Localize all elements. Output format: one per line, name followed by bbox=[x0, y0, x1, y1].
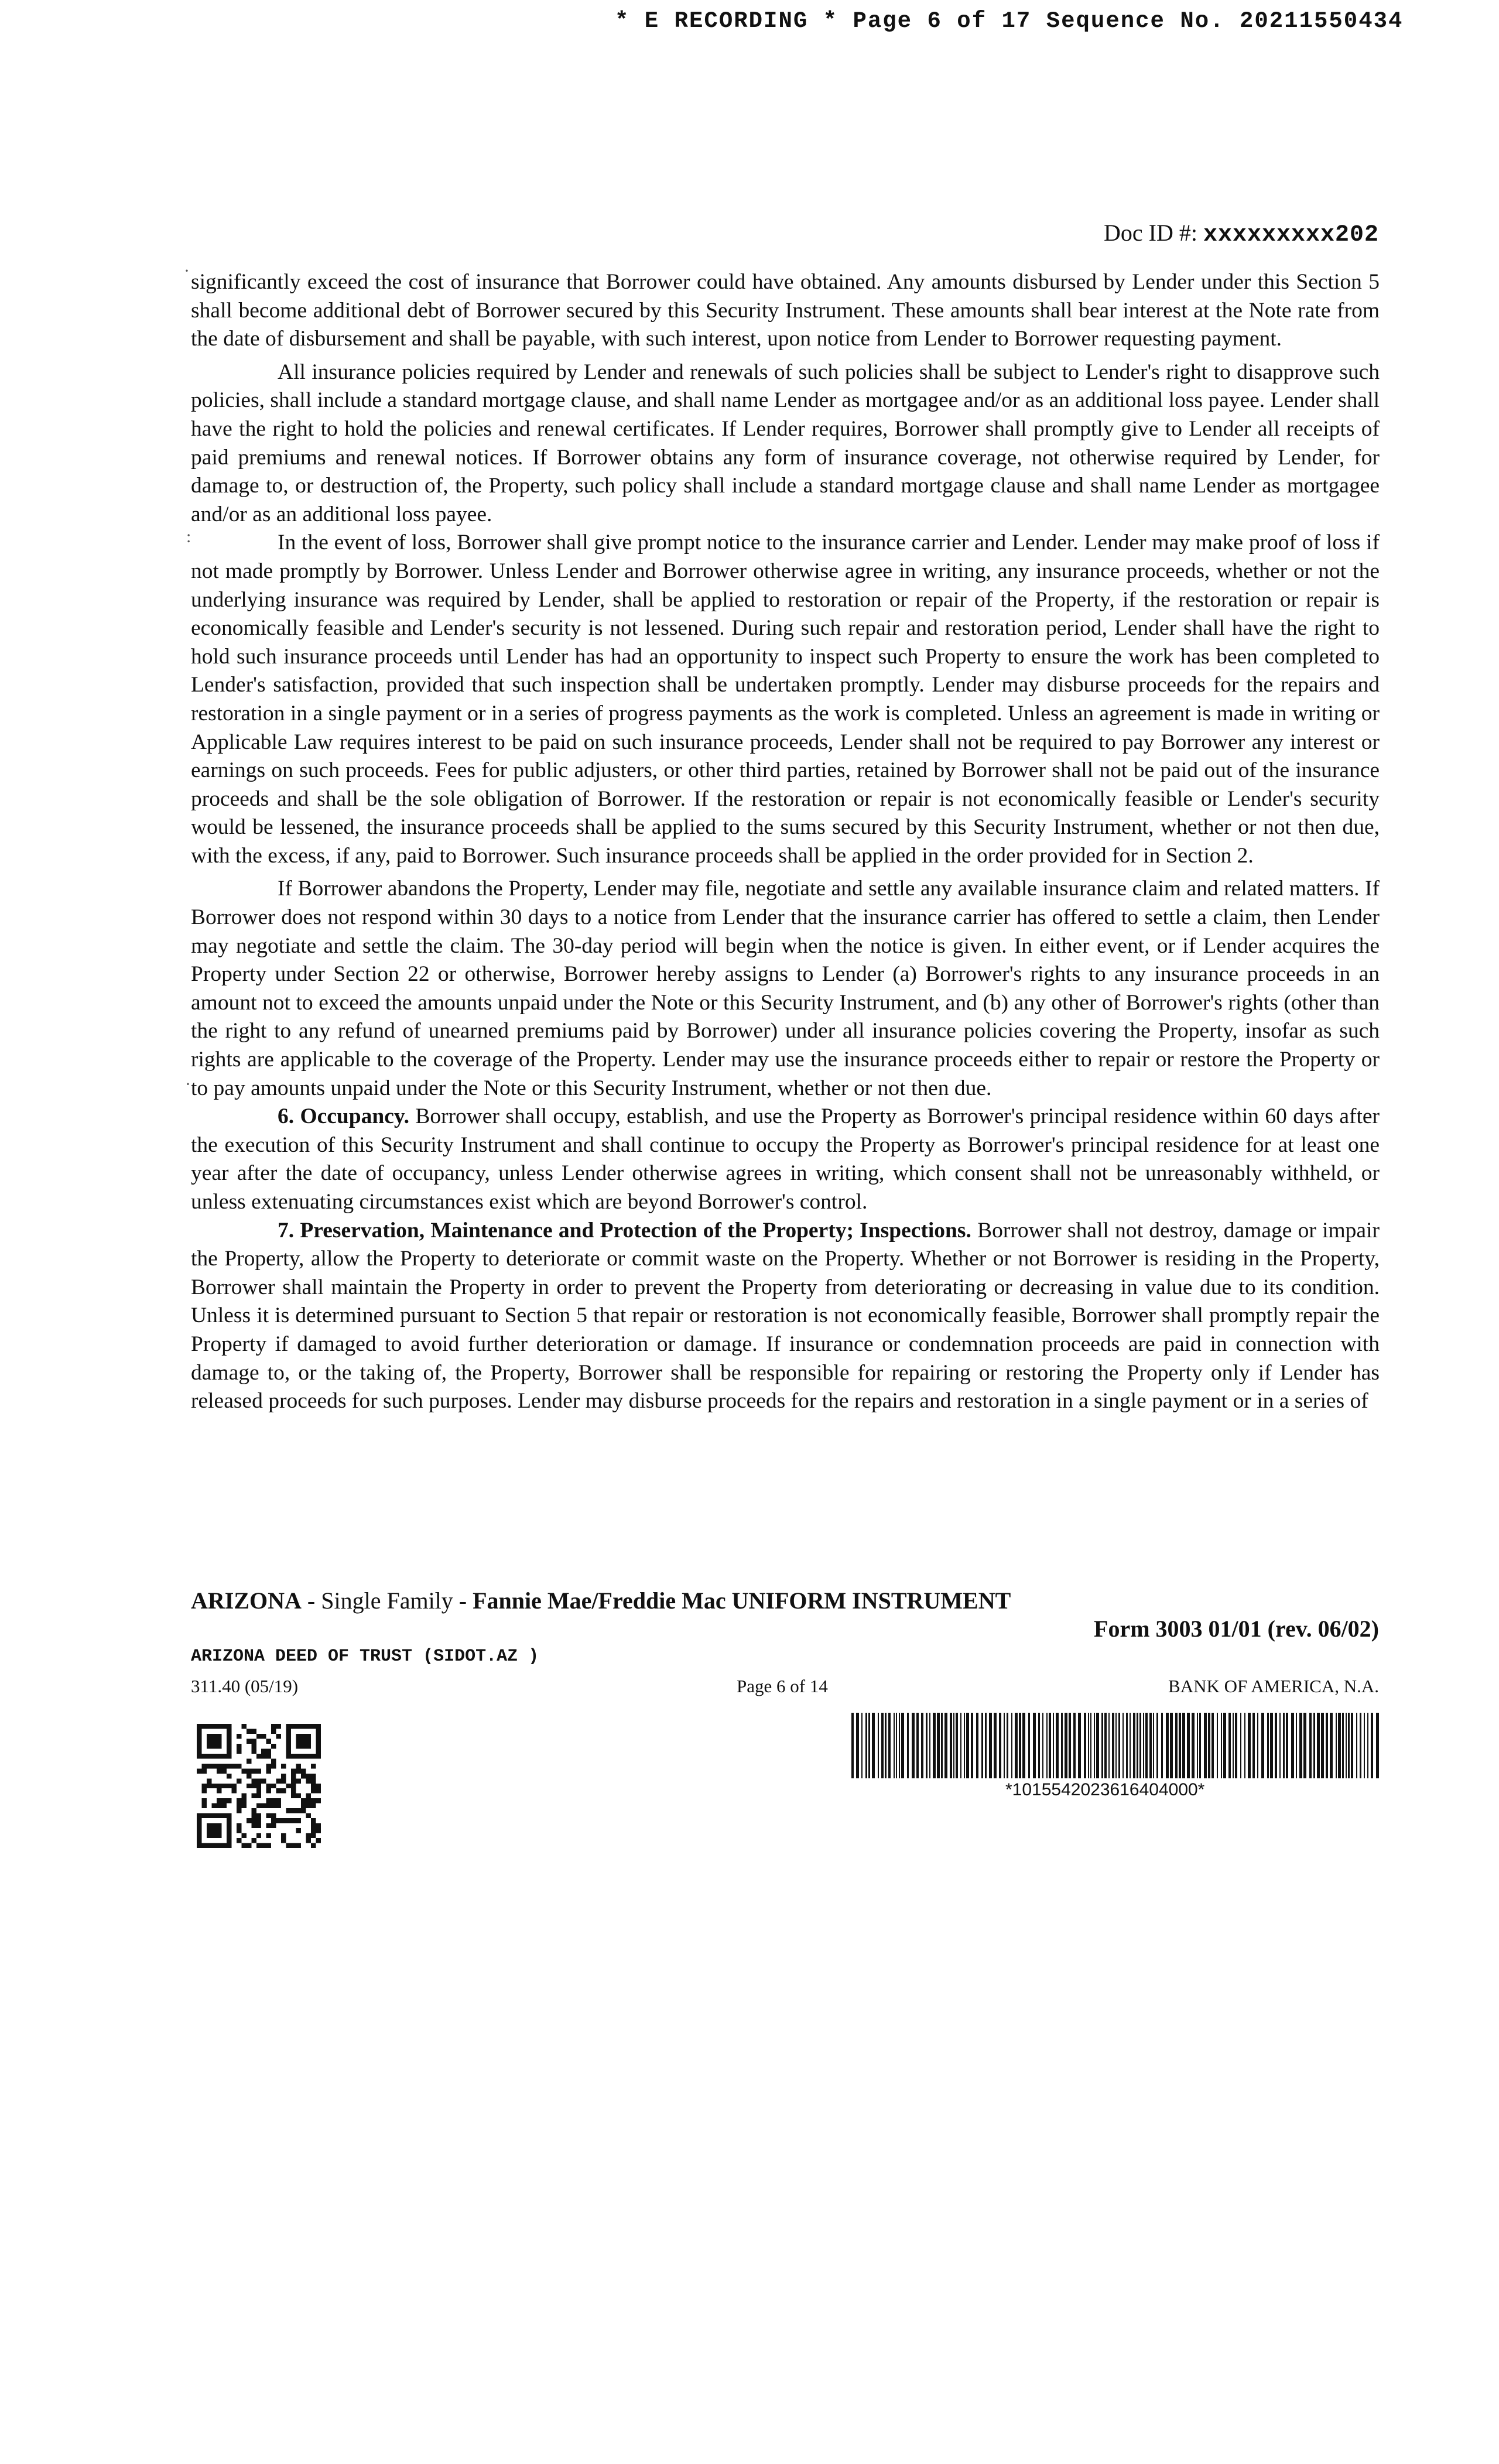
doc-id bbox=[1104, 219, 1379, 248]
form-number: Form 3003 01/01 (rev. 06/02) bbox=[1094, 1616, 1379, 1642]
section-heading: 7. Preservation, Maintenance and Protection of the Property; Inspections. bbox=[278, 1218, 971, 1243]
lender-name: BANK OF AMERICA, N.A. bbox=[1168, 1676, 1379, 1696]
section-occupancy bbox=[191, 1103, 1380, 1216]
doc-id-label: Doc ID #: bbox=[1103, 220, 1197, 246]
paragraph: significantly exceed the cost of insurance that Borrower could have obtained. Any amounts disbursed by Lender under this Section 5 shall become additional debt of Borrower secured by this Security Instrument. These amounts shall bear interest at the Note rate from the date of disbursement and shall be payable, with such interest, upon notice from Lender to Borrower requesting payment. bbox=[191, 270, 1380, 351]
page-number: Page 6 of 14 bbox=[737, 1676, 828, 1696]
section-heading: 6. Occupancy. bbox=[278, 1104, 409, 1129]
paragraph: In the event of loss, Borrower shall give prompt notice to the insurance carrier and Lender. Lender may make proof of loss if not made promptly by Borrower. Unless Lender and Borrower otherwise agree in writing, any insurance proceeds, whether or not the underlying insurance was required by Lender, shall be applied to restoration or repair of the Property, if the restoration or repair is economically feasible and Lender's security is not lessened. During such repair and restoration period, Lender shall have the right to hold such insurance proceeds until Lender has had an opportunity to inspect such Property to ensure the work has been completed to Lender's satisfaction, provided that such inspection shall be undertaken promptly. Lender may disburse proceeds for the repairs and restoration in a single payment or in a series of progress payments as the work is completed. Unless an agreement is made in writing or Applicable Law requires interest to be paid on such insurance proceeds, Lender shall not be required to pay Borrower any interest or earnings on such proceeds. Fees for public adjusters, or other third parties, retained by Borrower shall not be paid out of the insurance proceeds and shall be the sole obligation of Borrower. If the restoration or repair is not economically feasible or Lender's security would be lessened, the insurance proceeds shall be applied to the sums secured by this Security Instrument, whether or not then due, with the excess, if any, paid to Borrower. Such insurance proceeds shall be applied in the order provided for in Section 2. bbox=[191, 531, 1380, 868]
document-body bbox=[191, 268, 1380, 1416]
section-text: Borrower shall not destroy, damage or impair the Property, allow the Property to deteriorate or commit waste on the Property. Whether or not Borrower is residing in the Property, Borrower shall maintain the Property in order to prevent the Property from deteriorating or decreasing in value due to its condition. Unless it is determined pursuant to Section 5 that repair or restoration is not economically feasible, Borrower shall promptly repair the Property if damaged to avoid further deterioration or damage. If insurance or condemnation proceeds are paid in connection with damage to, or the taking of, the Property, Borrower shall be responsible for repairing or restoring the Property only if Lender has released proceeds for such purposes. Lender may disburse proceeds for the repairs and restoration in a single payment or in a series of bbox=[191, 1218, 1380, 1414]
form-code: 311.40 (05/19) bbox=[191, 1676, 299, 1696]
footer-title bbox=[191, 1587, 1011, 1614]
recording-header: * E RECORDING * Page 6 of 17 Sequence No. 20211550434 bbox=[615, 8, 1404, 34]
barcode-number: *1015542023616404000* bbox=[1005, 1780, 1205, 1799]
footer-dash: - Single Family - bbox=[301, 1587, 473, 1614]
deed-label: ARIZONA DEED OF TRUST (SIDOT.AZ ) bbox=[191, 1647, 539, 1666]
footer-state: ARIZONA bbox=[191, 1587, 302, 1614]
scan-mark: · bbox=[184, 261, 190, 280]
doc-id-value: xxxxxxxxx202 bbox=[1203, 222, 1379, 248]
barcode-icon bbox=[851, 1713, 1382, 1778]
paragraph: All insurance policies required by Lender and renewals of such policies shall be subject to Lender's right to disapprove such policies, shall include a standard mortgage clause, and shall name Lender as mortgagee and/or as an additional loss payee. Lender shall have the right to hold the policies and renewal certificates. If Lender requires, Borrower shall promptly give to Lender all receipts of paid premiums and renewal notices. If Borrower obtains any form of insurance coverage, not otherwise required by Lender, for damage to, or destruction of, the Property, such policy shall include a standard mortgage clause and shall name Lender as mortgagee and/or as an additional loss payee. bbox=[191, 360, 1380, 526]
qr-code-icon bbox=[197, 1724, 321, 1848]
paragraph: If Borrower abandons the Property, Lender may file, negotiate and settle any available insurance claim and related matters. If Borrower does not respond within 30 days to a notice from Lender that the insurance carrier has offered to settle a claim, then Lender may negotiate and settle the claim. The 30-day period will begin when the notice is given. In either event, or if Lender acquires the Property under Section 22 or otherwise, Borrower hereby assigns to Lender (a) Borrower's rights to any insurance proceeds in an amount not to exceed the amounts unpaid under the Note or this Security Instrument, and (b) any other of Borrower's rights (other than the right to any refund of unearned premiums paid by Borrower) under all insurance policies covering the Property, insofar as such rights are applicable to the coverage of the Property. Lender may use the insurance proceeds either to repair or restore the Property or to pay amounts unpaid under the Note or this Security Instrument, whether or not then due. bbox=[191, 877, 1380, 1100]
section-preservation bbox=[191, 1217, 1380, 1416]
scan-mark: · bbox=[185, 1074, 191, 1094]
section-text: Borrower shall occupy, establish, and use the Property as Borrower's principal residence within 60 days after the execution of this Security Instrument and shall continue to occupy the Property as Borrower's principal residence for at least one year after the date of occupancy, unless Lender otherwise agrees in writing, which consent shall not be unreasonably withheld, or unless extenuating circumstances exist which are beyond Borrower's control. bbox=[191, 1104, 1380, 1214]
scan-mark: : bbox=[186, 527, 191, 546]
footer-instrument: Fannie Mae/Freddie Mac UNIFORM INSTRUMENT bbox=[473, 1587, 1011, 1614]
